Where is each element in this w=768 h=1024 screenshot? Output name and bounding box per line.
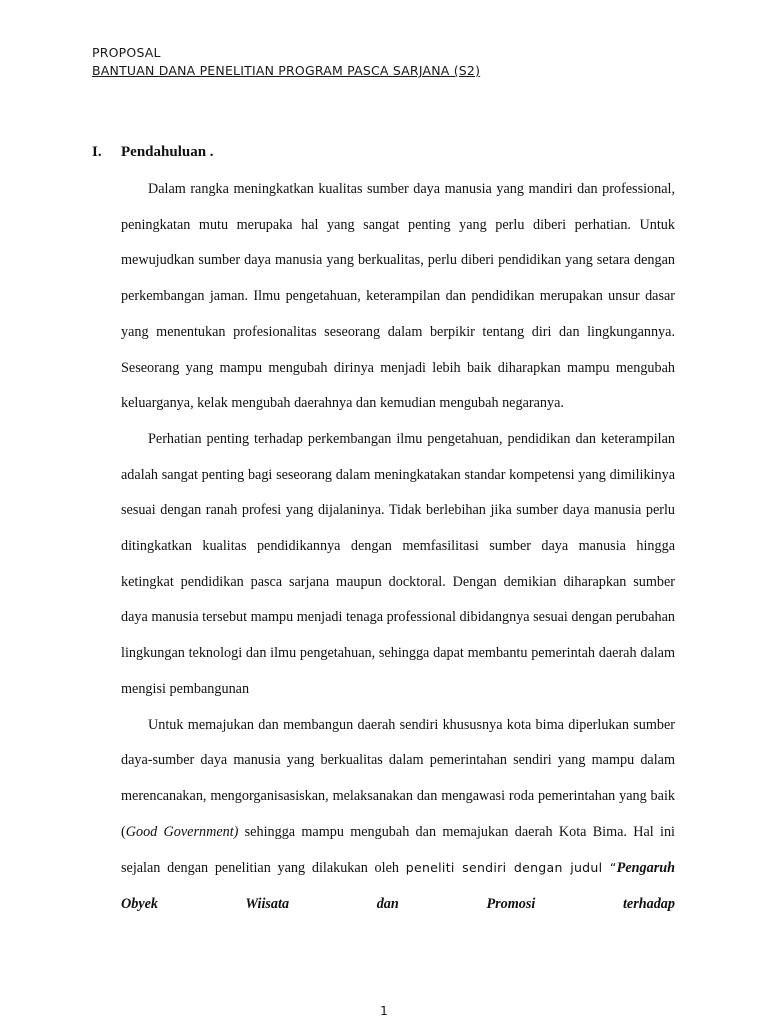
paragraph-3-text-cont: sehingga mampu mengubah dan memajukan daerah Kota Bima. Hal ini sejalan dengan penelitian yang dilakukan oleh — [121, 823, 675, 877]
paragraph-2: Perhatian penting terhadap perkembangan ilmu pengetahuan, pendidikan dan keterampilan adalah sangat penting bagi seseorang dalam meningkatakan standar kompetensi yang dimilikinya sesuai dengan ranah profesi yang dijalaninya. Tidak berlebihan jika sumber daya manusia perlu ditingkatkan kualitas pendidikannya dengan memfasilitasi sumber daya manusia hingga ketingkat pendidikan pasca sarjana maupun docktoral. Dengan demikian diharapkan sumber daya manusia tersebut mampu menjadi tenaga professional dibidangnya sesuai dengan perubahan lingkungan teknologi dan ilmu pengetahuan, sehingga dapat membantu pemerintah daerah dalam mengisi pembangunan — [121, 430, 675, 697]
header-line-title: BANTUAN DANA PENELITIAN PROGRAM PASCA SARJANA (S2) — [92, 63, 481, 78]
page-number: 1 — [380, 1004, 388, 1018]
section-number: I. — [92, 144, 102, 160]
header-line-proposal: PROPOSAL — [92, 45, 161, 60]
section-title: Pendahuluan . — [121, 144, 214, 160]
paragraph-3-text: Untuk memajukan dan membangun daerah sendiri khususnya kota bima diperlukan sumber daya-sumber daya manusia yang berkualitas dalam pemerintahan sendiri yang mampu dalam merencanakan, mengorganisasiskan, melaksanakan dan mengawasi roda pemerintahan yang baik ( — [121, 716, 675, 840]
document-header — [92, 44, 480, 80]
paragraph-3-last-line: peneliti sendiri dengan judul “ — [405, 860, 617, 876]
paragraph-3-italic: Good Government) — [125, 823, 239, 840]
body-text — [121, 172, 675, 923]
research-title: Pengaruh Obyek Wiisata dan Promosi terhadap — [121, 860, 676, 913]
section-heading — [92, 144, 214, 161]
paragraph-3 — [121, 708, 675, 923]
paragraph-1: Dalam rangka meningkatkan kualitas sumber daya manusia yang mandiri dan professional, peningkatan mutu merupaka hal yang sangat penting yang perlu diberi perhatian. Untuk mewujudkan sumber daya manusia yang berkualitas, perlu diberi pendidikan yang setara dengan perkembangan jaman. Ilmu pengetahuan, keterampilan dan pendidikan merupakan unsur dasar yang menentukan profesionalitas seseorang dalam berpikir tentang diri dan lingkungannya. Seseorang yang mampu mengubah dirinya menjadi lebih baik diharapkan mampu mengubah keluarganya, kelak mengubah daerahnya dan kemudian mengubah negaranya. — [121, 181, 675, 412]
